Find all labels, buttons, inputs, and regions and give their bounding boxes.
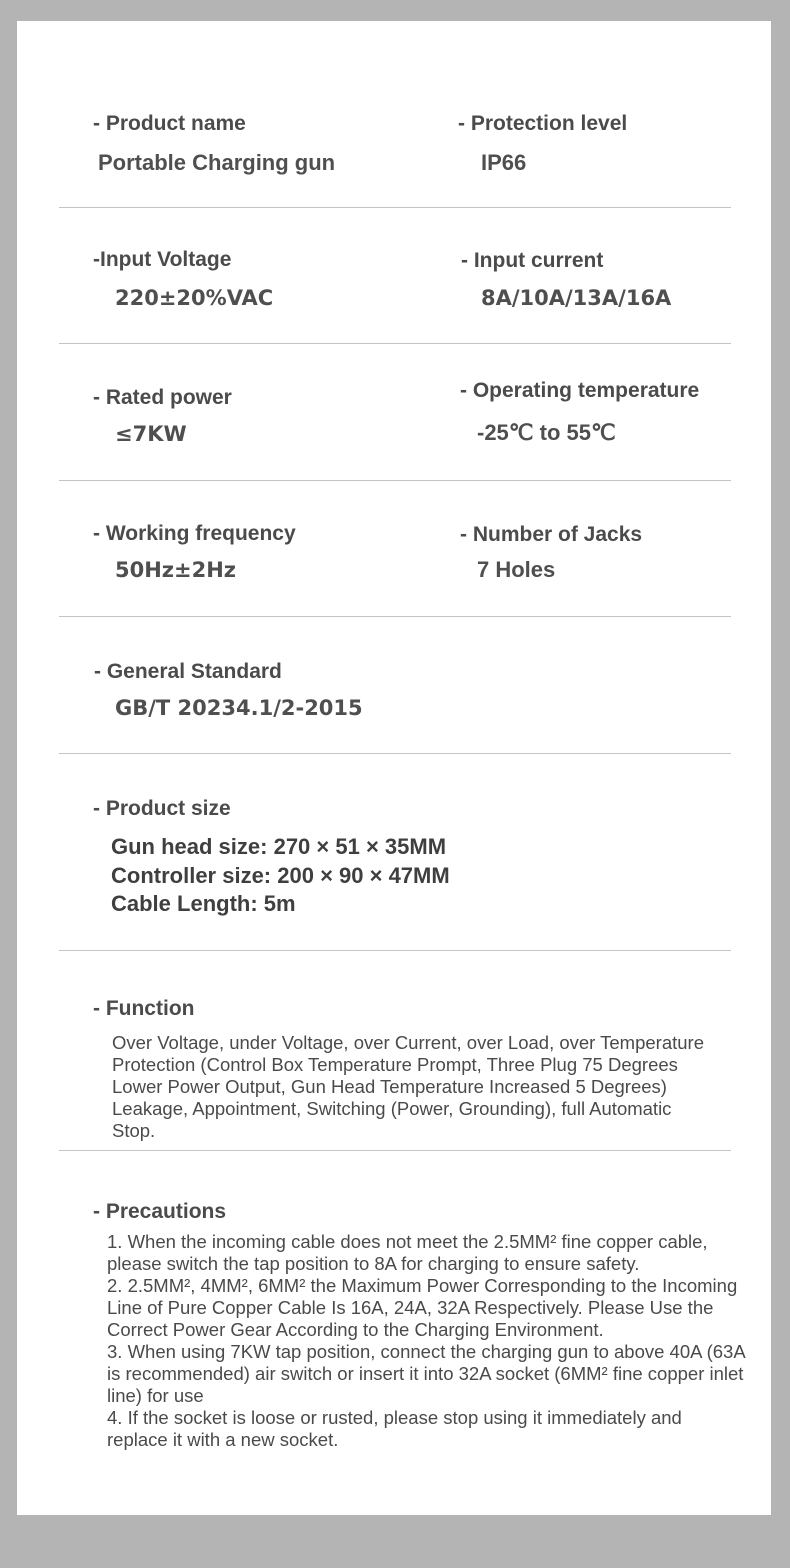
operating-temperature-value: -25℃ to 55℃ [477,420,616,445]
precaution-item: 2. 2.5MM², 4MM², 6MM² the Maximum Power Corresponding to the Incoming Line of Pure Copper Cable Is 16A, 24A, 32A Respectively. Please Use the Correct Power Gear According to the Charging Environment. [107,1275,738,1340]
rated-power-label: - Rated power [93,386,232,409]
function-description [112,1032,712,1142]
precaution-item: 3. When using 7KW tap position, connect the charging gun to above 40A (63A is recommended) air switch or insert it into 32A socket (6MM² fine copper inlet line) for use [107,1341,745,1406]
precautions-label: - Precautions [93,1200,227,1223]
divider [59,753,731,754]
divider [59,480,731,481]
divider [59,343,731,344]
function-label: - Function [93,997,195,1020]
operating-temperature-label: - Operating temperature [460,379,700,402]
input-voltage-value: 220±20%VAC [115,286,274,310]
input-current-value: 8A/10A/13A/16A [481,286,672,310]
divider [59,616,731,617]
controller-size: Controller size: 200 × 90 × 47MM [111,862,450,888]
product-size-label: - Product size [93,797,231,820]
precaution-item: 4. If the socket is loose or rusted, please stop using it immediately and replace it with a new socket. [107,1407,682,1450]
general-standard-label: - General Standard [94,660,282,683]
rated-power-value: ≤7KW [115,422,187,446]
number-of-jacks-value: 7 Holes [477,557,556,582]
function-text: Over Voltage, under Voltage, over Current, over Load, over Temperature Protection (Control Box Temperature Prompt, Three Plug 75 Degrees Lower Power Output, Gun Head Temperature Increased 5 Degrees) Leakage, Appointment, Switching (Power, Grounding), full Automatic Stop. [112,1032,704,1141]
precautions-list [107,1231,747,1451]
product-name-label: - Product name [93,112,246,135]
cable-length: Cable Length: 5m [111,891,296,916]
gun-head-size: Gun head size: 270 × 51 × 35MM [111,834,447,859]
product-size-list [111,833,450,919]
input-current-label: - Input current [461,249,604,272]
divider [59,207,731,208]
input-voltage-label: -Input Voltage [93,248,232,271]
divider [59,1150,731,1151]
spec-sheet [17,21,771,1515]
divider [59,950,731,951]
protection-level-label: - Protection level [458,112,628,135]
working-frequency-label: - Working frequency [93,522,296,545]
precaution-item: 1. When the incoming cable does not meet the 2.5MM² fine copper cable, please switch the tap position to 8A for charging to ensure safety. [107,1231,708,1274]
protection-level-value: IP66 [481,150,527,175]
working-frequency-value: 50Hz±2Hz [115,558,237,582]
number-of-jacks-label: - Number of Jacks [460,523,643,546]
general-standard-value: GB/T 20234.1/2-2015 [115,696,363,720]
product-name-value: Portable Charging gun [98,150,336,175]
